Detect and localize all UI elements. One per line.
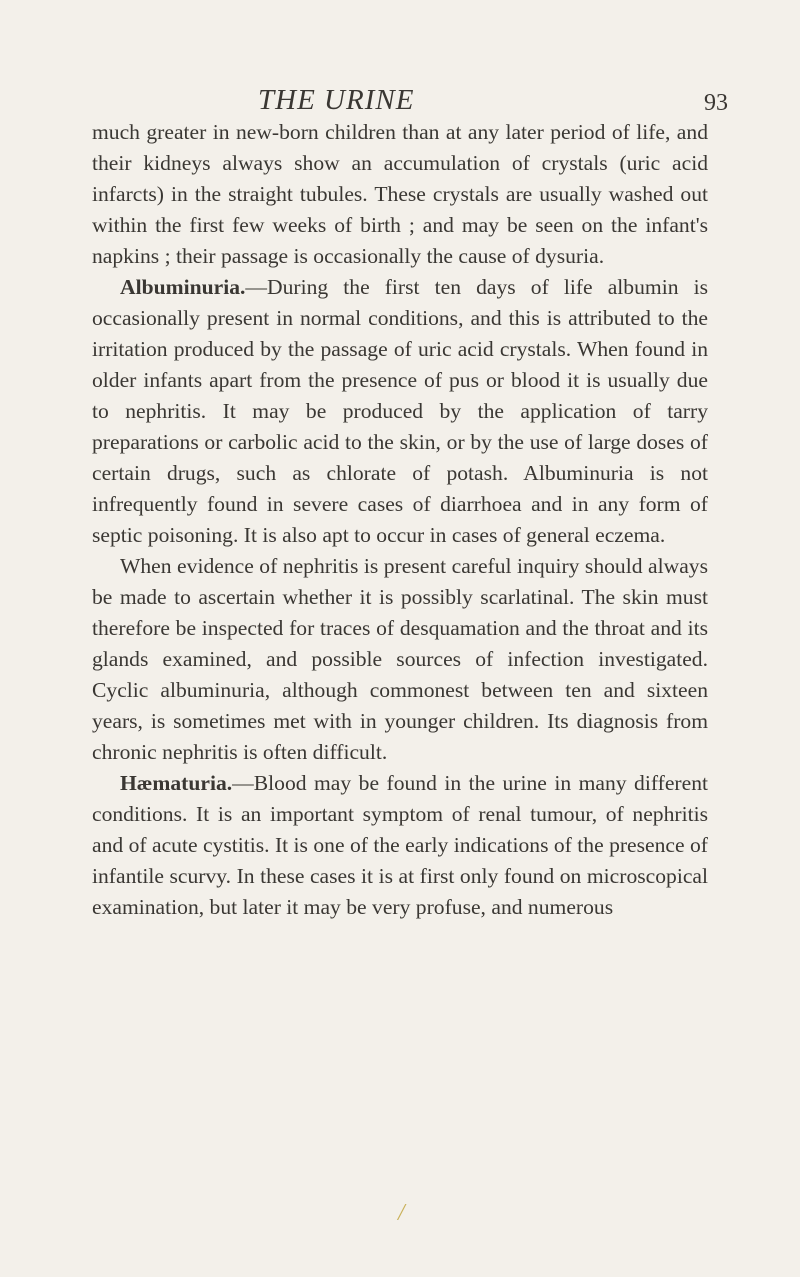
paragraph-nephritis	[92, 551, 708, 768]
running-title: THE URINE	[258, 84, 415, 116]
section-heading-haematuria: Hæmaturia.	[120, 771, 233, 795]
pencil-mark: /	[398, 1200, 405, 1226]
paragraph-crystals	[92, 117, 708, 272]
paragraph-haematuria	[92, 768, 708, 923]
paragraph-albuminuria	[92, 272, 708, 551]
body-text	[92, 117, 708, 923]
paragraph-text: —During the first ten days of life albumin is occasionally present in normal conditions, and this is attributed to the irritation produced by the passage of uric acid crystals. When found in older infants apart from the presence of pus or blood it is usually due to nephritis. It may be produced by the application of tarry preparations or carbolic acid to the skin, or by the use of large doses of certain drugs, such as chlorate of potash. Albuminuria is not infrequently found in severe cases of diarrhoea and in any form of septic poisoning. It is also apt to occur in cases of general eczema.	[92, 275, 708, 547]
paragraph-text: When evidence of nephritis is present careful inquiry should always be made to ascertain whether it is possibly scarlatinal. The skin must therefore be inspected for traces of desquamation and the throat and its glands examined, and possible sources of infection investigated. Cyclic albuminuria, although commonest between ten and sixteen years, is sometimes met with in younger children. Its diagnosis from chronic nephritis is often difficult.	[92, 554, 708, 764]
paragraph-text: much greater in new-born children than at any later period of life, and their kidneys always show an accumulation of crystals (uric acid infarcts) in the straight tubules. These crystals are usually washed out within the first few weeks of birth ; and may be seen on the infant's napkins ; their passage is occasionally the cause of dysuria.	[92, 120, 708, 268]
page-number: 93	[704, 90, 728, 116]
paragraph-text: —Blood may be found in the urine in many different conditions. It is an important symptom of renal tumour, of nephritis and of acute cystitis. It is one of the early indications of the presence of infantile scurvy. In these cases it is at first only found on microscopical examination, but later it may be very profuse, and numerous	[92, 771, 708, 919]
section-heading-albuminuria: Albuminuria.	[120, 275, 246, 299]
